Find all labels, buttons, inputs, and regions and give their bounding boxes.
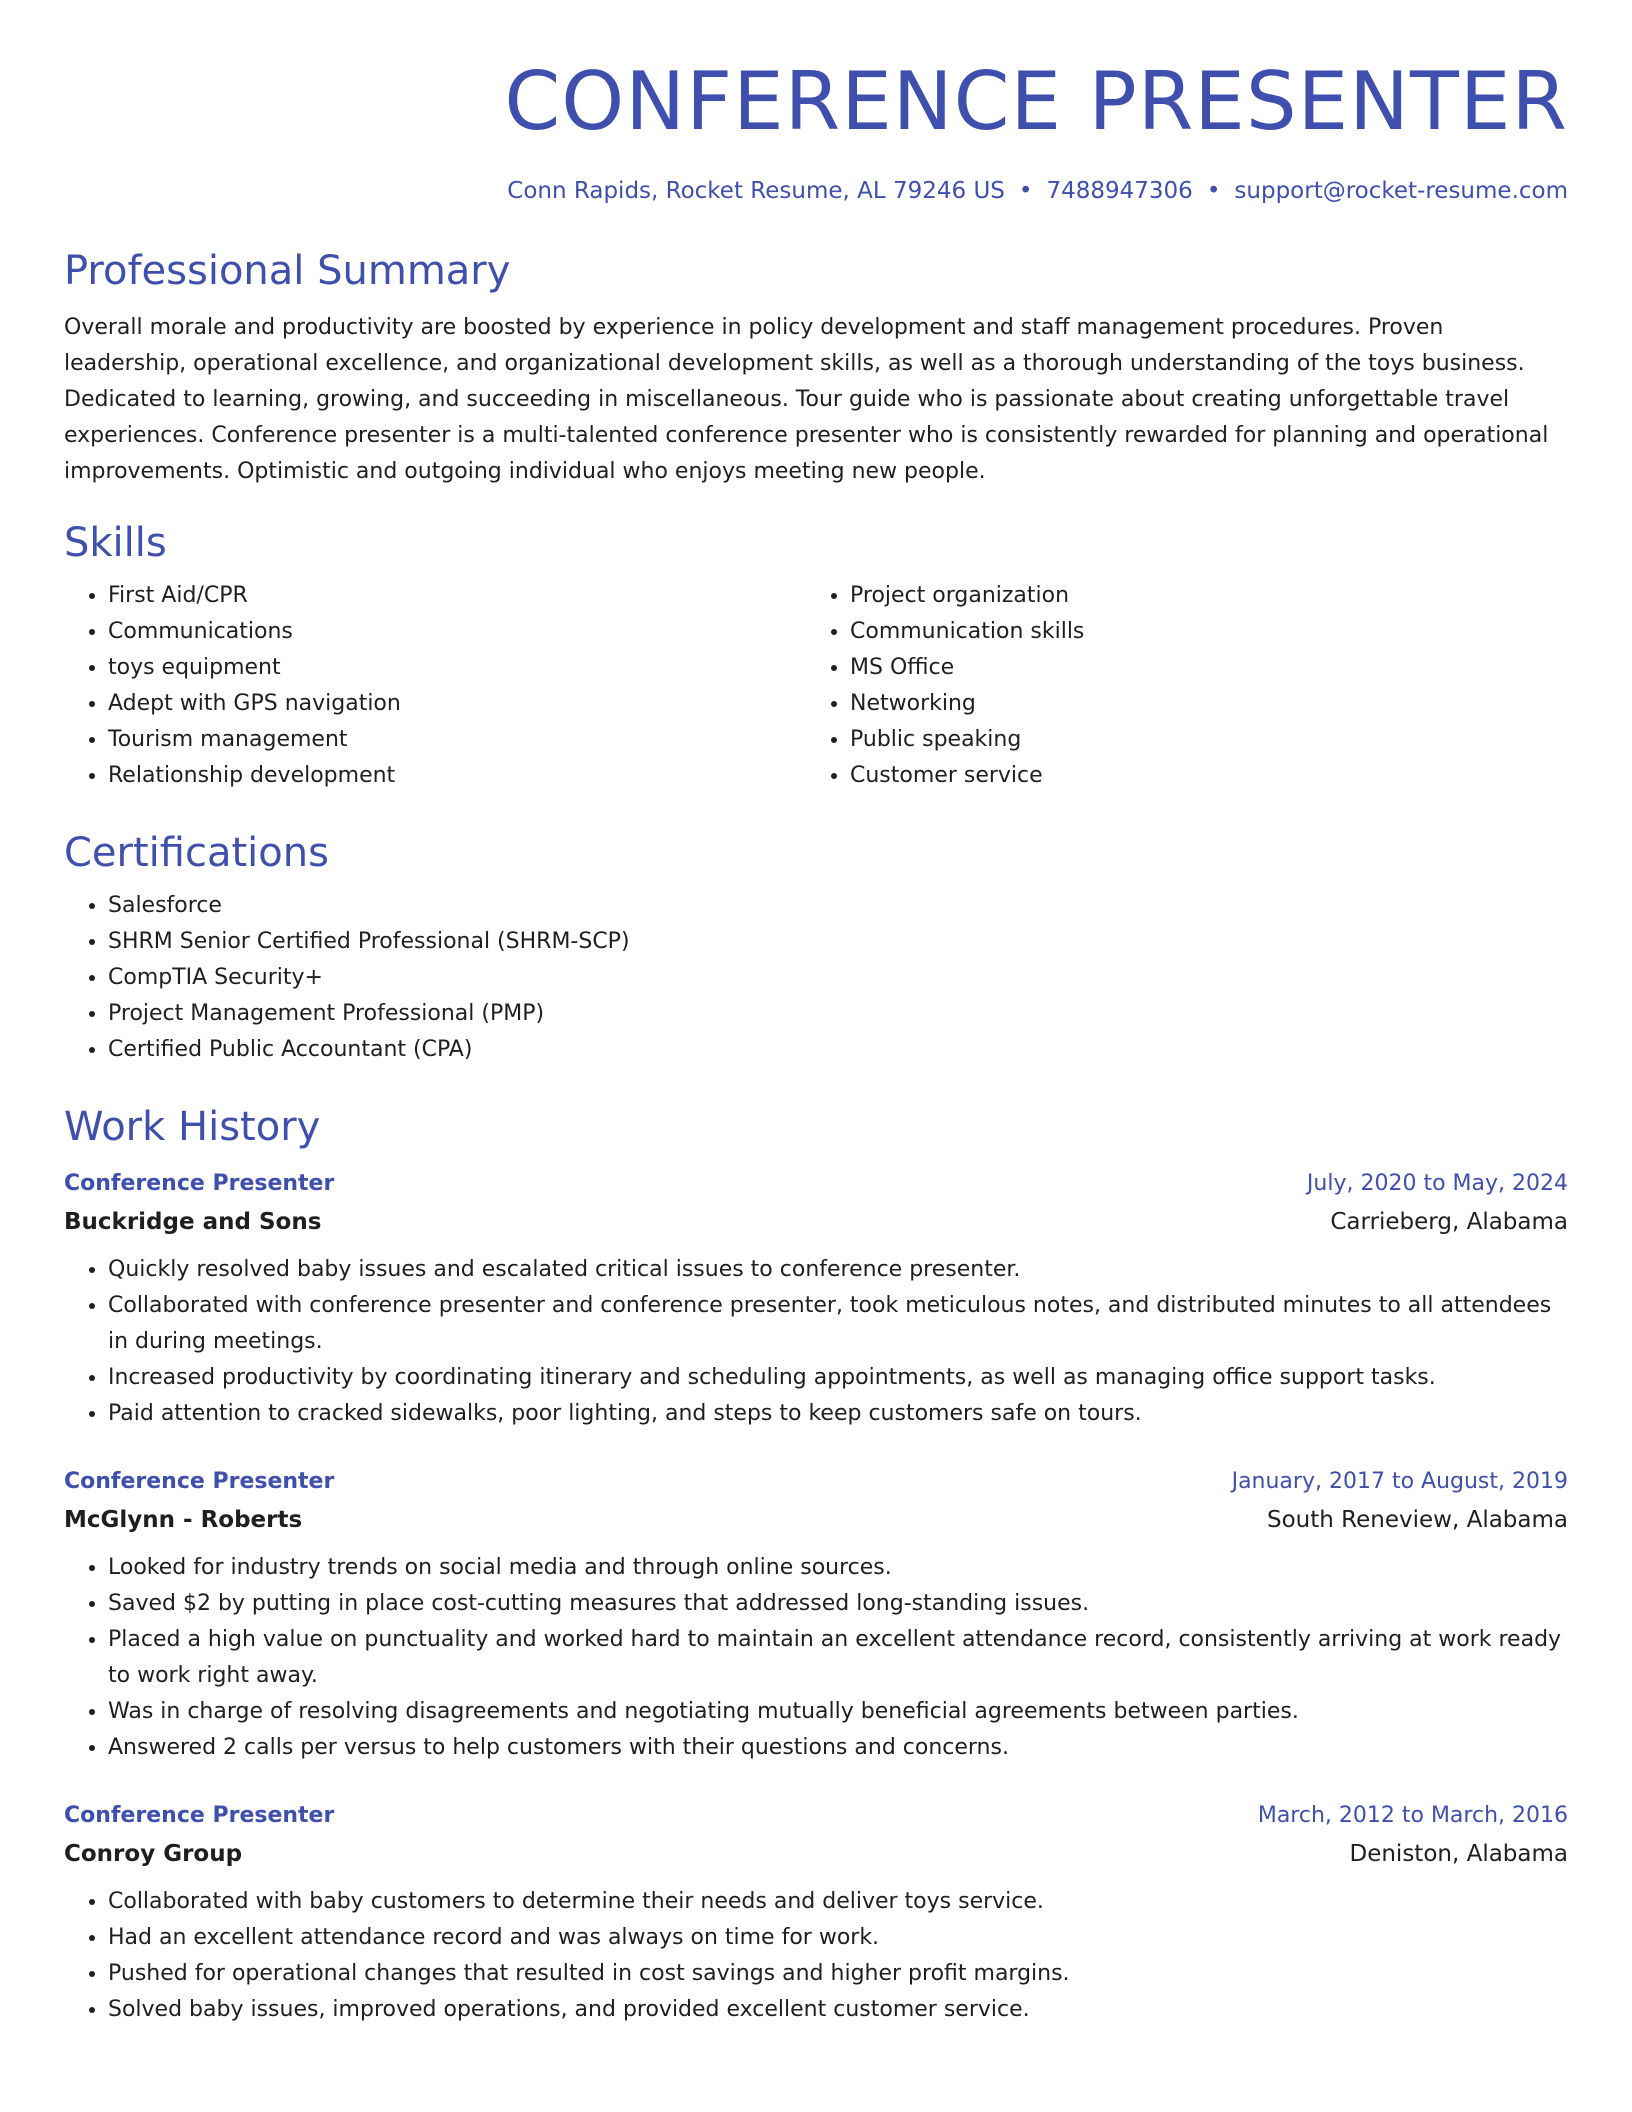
contact-line xyxy=(64,176,1568,206)
job-title: Conference Presenter xyxy=(64,1171,335,1196)
job-duties xyxy=(64,1252,1568,1432)
job-employer xyxy=(64,1500,1568,1540)
skill-item: • Public speaking xyxy=(850,722,1548,758)
job-company: Buckridge and Sons xyxy=(64,1209,322,1235)
job-location: Deniston, Alabama xyxy=(1349,1841,1568,1867)
contact-separator: • xyxy=(1206,178,1221,204)
contact-address: Conn Rapids, Rocket Resume, AL 79246 US xyxy=(507,178,1005,204)
job-duty: • Collaborated with baby customers to determine their needs and deliver toys service. xyxy=(108,1884,1568,1920)
skill-item: • MS Office xyxy=(850,650,1548,686)
skill-item: • Communications xyxy=(108,614,806,650)
skill-item: • Adept with GPS navigation xyxy=(108,686,806,722)
job-location: South Reneview, Alabama xyxy=(1267,1507,1568,1533)
job-title: Conference Presenter xyxy=(64,1469,335,1494)
job-entry xyxy=(64,1464,1568,1766)
job-duty: • Was in charge of resolving disagreements and negotiating mutually beneficial agreements between parties. xyxy=(108,1694,1568,1730)
job-entry xyxy=(64,1798,1568,2028)
job-duty: • Pushed for operational changes that resulted in cost savings and higher profit margins. xyxy=(108,1956,1568,1992)
certifications-list xyxy=(64,888,1568,1068)
resume-header xyxy=(64,52,1568,206)
skills-heading: Skills xyxy=(64,520,167,566)
skill-item: • Relationship development xyxy=(108,758,806,794)
job-duty: • Solved baby issues, improved operations, and provided excellent customer service. xyxy=(108,1992,1568,2028)
job-duty: • Collaborated with conference presenter and conference presenter, took meticulous notes, and distributed minutes to all attendees in during meetings. xyxy=(108,1288,1568,1360)
job-dates: July, 2020 to May, 2024 xyxy=(1306,1171,1568,1196)
job-header xyxy=(64,1166,1568,1202)
job-duty: • Placed a high value on punctuality and worked hard to maintain an excellent attendance record, consistently arriving at work ready to work right away. xyxy=(108,1622,1568,1694)
job-dates: March, 2012 to March, 2016 xyxy=(1257,1803,1568,1828)
skills-grid xyxy=(64,568,1568,794)
skill-item: • Communication skills xyxy=(850,614,1548,650)
job-employer xyxy=(64,1202,1568,1242)
certification-item: • Salesforce xyxy=(108,888,1568,924)
skill-item: • Networking xyxy=(850,686,1548,722)
job-duties xyxy=(64,1884,1568,2028)
skill-item: • Tourism management xyxy=(108,722,806,758)
job-company: Conroy Group xyxy=(64,1841,243,1867)
job-duty: • Answered 2 calls per versus to help customers with their questions and concerns. xyxy=(108,1730,1568,1766)
skills-column-right xyxy=(806,568,1548,794)
job-duty: • Had an excellent attendance record and was always on time for work. xyxy=(108,1920,1568,1956)
certification-item: • SHRM Senior Certified Professional (SHRM-SCP) xyxy=(108,924,1568,960)
job-header xyxy=(64,1464,1568,1500)
candidate-name: CONFERENCE PRESENTER xyxy=(504,55,1568,148)
job-duty: • Paid attention to cracked sidewalks, poor lighting, and steps to keep customers safe on tours. xyxy=(108,1396,1568,1432)
contact-phone: 7488947306 xyxy=(1046,178,1193,204)
skill-item: • Project organization xyxy=(850,578,1548,614)
job-duties xyxy=(64,1550,1568,1766)
skills-column-left xyxy=(64,568,806,794)
contact-separator: • xyxy=(1018,178,1033,204)
job-company: McGlynn - Roberts xyxy=(64,1507,303,1533)
job-header xyxy=(64,1798,1568,1834)
contact-email: support@rocket-resume.com xyxy=(1234,178,1568,204)
skills-list-right xyxy=(806,578,1548,794)
job-location: Carrieberg, Alabama xyxy=(1330,1209,1568,1235)
job-duty: • Looked for industry trends on social media and through online sources. xyxy=(108,1550,1568,1586)
work-history-heading: Work History xyxy=(64,1104,321,1150)
skill-item: • Customer service xyxy=(850,758,1548,794)
certification-item: • Project Management Professional (PMP) xyxy=(108,996,1568,1032)
summary-heading: Professional Summary xyxy=(64,248,511,294)
job-duty: • Saved $2 by putting in place cost-cutting measures that addressed long-standing issues. xyxy=(108,1586,1568,1622)
certification-item: • Certified Public Accountant (CPA) xyxy=(108,1032,1568,1068)
skill-item: • toys equipment xyxy=(108,650,806,686)
job-title: Conference Presenter xyxy=(64,1803,335,1828)
job-dates: January, 2017 to August, 2019 xyxy=(1231,1469,1568,1494)
certification-item: • CompTIA Security+ xyxy=(108,960,1568,996)
job-duty: • Increased productivity by coordinating itinerary and scheduling appointments, as well as managing office support tasks. xyxy=(108,1360,1568,1396)
job-entry xyxy=(64,1166,1568,1432)
certifications-heading: Certifications xyxy=(64,830,329,876)
job-duty: • Quickly resolved baby issues and escalated critical issues to conference presenter. xyxy=(108,1252,1568,1288)
summary-text: Overall morale and productivity are boosted by experience in policy development and staff management procedures. Proven leadership, operational excellence, and organizational development skills, as well as a thorough understanding of the toys business. Dedicated to learning, growing, and succeeding in miscellaneous. Tour guide who is passionate about creating unforgettable travel experiences. Conference presenter is a multi-talented conference presenter who is consistently rewarded for planning and operational improvements. Optimistic and outgoing individual who enjoys meeting new people. xyxy=(64,315,1549,484)
job-employer xyxy=(64,1834,1568,1874)
skill-item: • First Aid/CPR xyxy=(108,578,806,614)
skills-list-left xyxy=(64,578,806,794)
